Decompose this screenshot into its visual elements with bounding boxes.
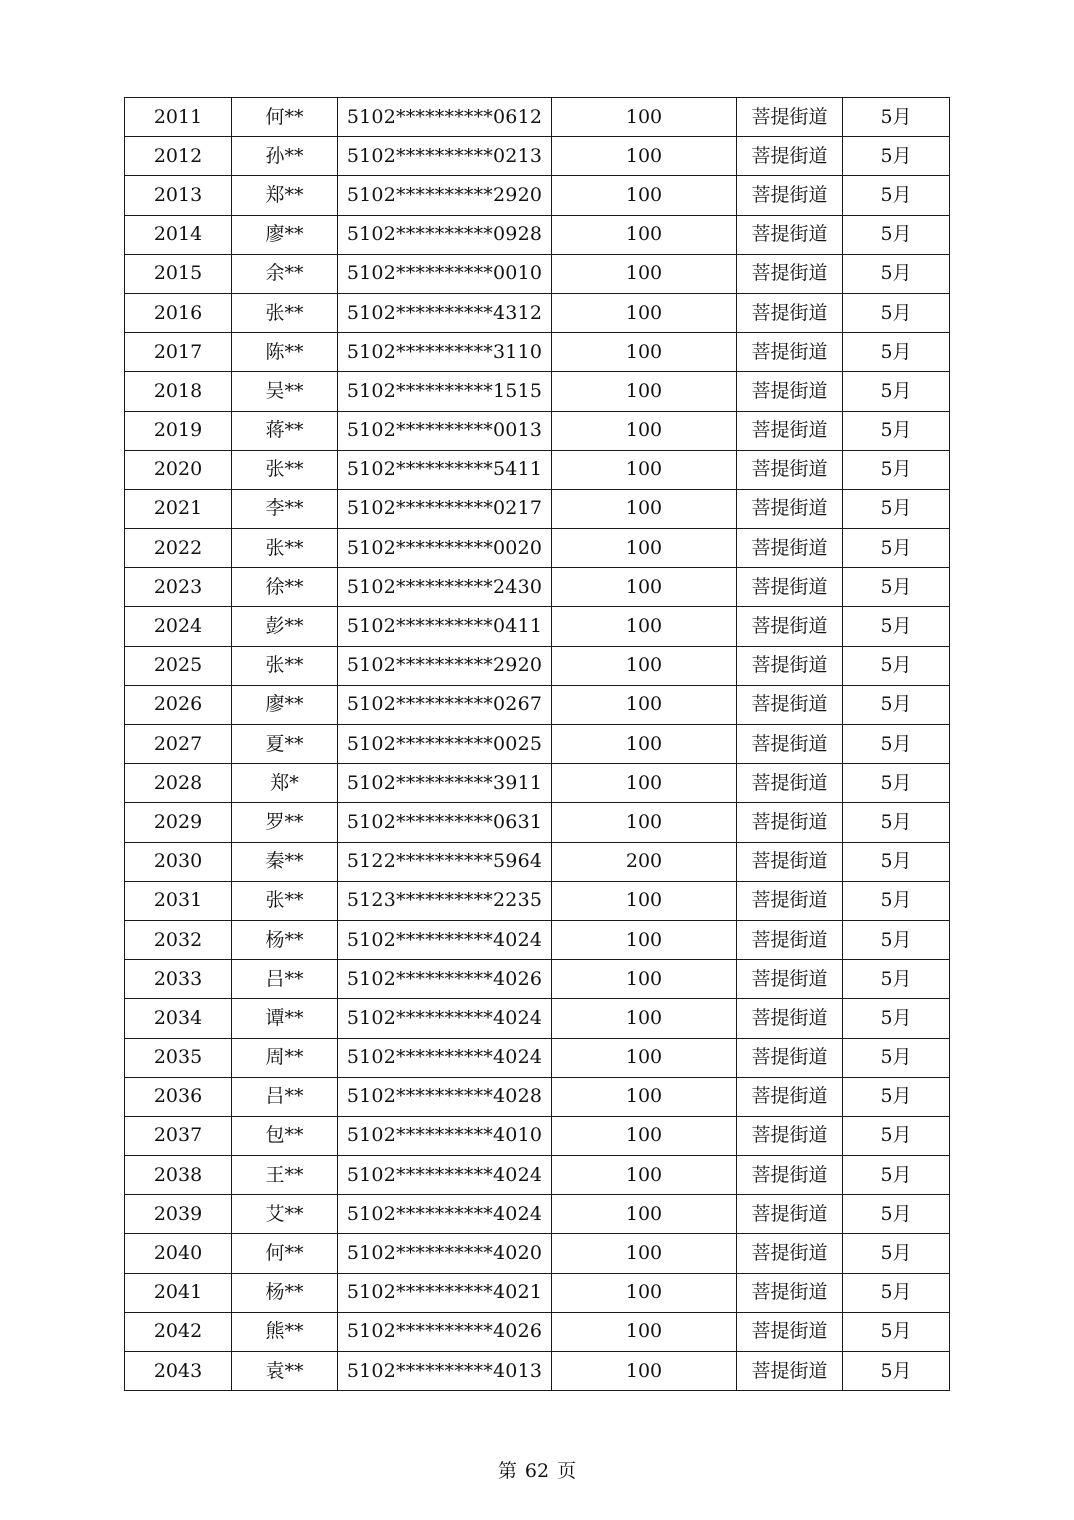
street-cell: 菩提街道 <box>737 1312 843 1351</box>
month-cell: 5月 <box>843 1116 950 1155</box>
name-cell: 徐** <box>232 568 338 607</box>
street-cell: 菩提街道 <box>737 450 843 489</box>
street-cell: 菩提街道 <box>737 646 843 685</box>
name-cell: 何** <box>232 1234 338 1273</box>
table-row <box>125 372 950 411</box>
month-cell: 5月 <box>843 568 950 607</box>
name-cell: 孙** <box>232 137 338 176</box>
street-cell: 菩提街道 <box>737 1352 843 1391</box>
amount-cell: 100 <box>552 372 737 411</box>
street-cell: 菩提街道 <box>737 98 843 137</box>
month-cell: 5月 <box>843 1195 950 1234</box>
id-number-cell: 5102**********0213 <box>338 137 552 176</box>
amount-cell: 100 <box>552 333 737 372</box>
serial-number-cell: 2036 <box>125 1077 232 1116</box>
amount-cell: 100 <box>552 293 737 332</box>
table-row <box>125 607 950 646</box>
id-number-cell: 5102**********4026 <box>338 960 552 999</box>
name-cell: 夏** <box>232 725 338 764</box>
table-row <box>125 411 950 450</box>
amount-cell: 100 <box>552 685 737 724</box>
name-cell: 廖** <box>232 685 338 724</box>
serial-number-cell: 2028 <box>125 764 232 803</box>
id-number-cell: 5102**********0013 <box>338 411 552 450</box>
table-row <box>125 137 950 176</box>
name-cell: 吴** <box>232 372 338 411</box>
table-row <box>125 803 950 842</box>
table-row <box>125 881 950 920</box>
id-number-cell: 5102**********0411 <box>338 607 552 646</box>
amount-cell: 100 <box>552 960 737 999</box>
month-cell: 5月 <box>843 372 950 411</box>
table-row <box>125 489 950 528</box>
name-cell: 周** <box>232 1038 338 1077</box>
table-row <box>125 1077 950 1116</box>
name-cell: 张** <box>232 450 338 489</box>
month-cell: 5月 <box>843 764 950 803</box>
street-cell: 菩提街道 <box>737 842 843 881</box>
month-cell: 5月 <box>843 333 950 372</box>
amount-cell: 200 <box>552 842 737 881</box>
month-cell: 5月 <box>843 607 950 646</box>
id-number-cell: 5102**********5411 <box>338 450 552 489</box>
table-row <box>125 1273 950 1312</box>
id-number-cell: 5102**********2430 <box>338 568 552 607</box>
street-cell: 菩提街道 <box>737 411 843 450</box>
month-cell: 5月 <box>843 881 950 920</box>
table-row <box>125 176 950 215</box>
month-cell: 5月 <box>843 529 950 568</box>
month-cell: 5月 <box>843 960 950 999</box>
amount-cell: 100 <box>552 646 737 685</box>
street-cell: 菩提街道 <box>737 1195 843 1234</box>
id-number-cell: 5102**********0928 <box>338 215 552 254</box>
table-row <box>125 725 950 764</box>
table-row <box>125 529 950 568</box>
serial-number-cell: 2042 <box>125 1312 232 1351</box>
street-cell: 菩提街道 <box>737 1156 843 1195</box>
name-cell: 罗** <box>232 803 338 842</box>
name-cell: 张** <box>232 881 338 920</box>
serial-number-cell: 2021 <box>125 489 232 528</box>
amount-cell: 100 <box>552 137 737 176</box>
page-footer <box>0 1456 1074 1483</box>
name-cell: 郑** <box>232 176 338 215</box>
serial-number-cell: 2037 <box>125 1116 232 1155</box>
serial-number-cell: 2034 <box>125 999 232 1038</box>
street-cell: 菩提街道 <box>737 764 843 803</box>
street-cell: 菩提街道 <box>737 137 843 176</box>
page-number: 62 <box>524 1460 550 1482</box>
id-number-cell: 5102**********4026 <box>338 1312 552 1351</box>
amount-cell: 100 <box>552 450 737 489</box>
id-number-cell: 5102**********4312 <box>338 293 552 332</box>
amount-cell: 100 <box>552 1195 737 1234</box>
table-row <box>125 98 950 137</box>
street-cell: 菩提街道 <box>737 1273 843 1312</box>
serial-number-cell: 2041 <box>125 1273 232 1312</box>
street-cell: 菩提街道 <box>737 960 843 999</box>
id-number-cell: 5102**********1515 <box>338 372 552 411</box>
id-number-cell: 5102**********0010 <box>338 254 552 293</box>
name-cell: 彭** <box>232 607 338 646</box>
serial-number-cell: 2025 <box>125 646 232 685</box>
amount-cell: 100 <box>552 529 737 568</box>
amount-cell: 100 <box>552 489 737 528</box>
id-number-cell: 5102**********4024 <box>338 1156 552 1195</box>
serial-number-cell: 2043 <box>125 1352 232 1391</box>
month-cell: 5月 <box>843 450 950 489</box>
amount-cell: 100 <box>552 920 737 959</box>
serial-number-cell: 2016 <box>125 293 232 332</box>
table-row <box>125 293 950 332</box>
amount-cell: 100 <box>552 1116 737 1155</box>
id-number-cell: 5102**********0020 <box>338 529 552 568</box>
serial-number-cell: 2017 <box>125 333 232 372</box>
roster-table-body <box>125 98 950 1391</box>
amount-cell: 100 <box>552 568 737 607</box>
serial-number-cell: 2032 <box>125 920 232 959</box>
month-cell: 5月 <box>843 1156 950 1195</box>
serial-number-cell: 2024 <box>125 607 232 646</box>
serial-number-cell: 2018 <box>125 372 232 411</box>
street-cell: 菩提街道 <box>737 725 843 764</box>
amount-cell: 100 <box>552 254 737 293</box>
name-cell: 蒋** <box>232 411 338 450</box>
street-cell: 菩提街道 <box>737 607 843 646</box>
id-number-cell: 5123**********2235 <box>338 881 552 920</box>
month-cell: 5月 <box>843 293 950 332</box>
street-cell: 菩提街道 <box>737 215 843 254</box>
month-cell: 5月 <box>843 803 950 842</box>
amount-cell: 100 <box>552 1077 737 1116</box>
month-cell: 5月 <box>843 646 950 685</box>
table-row <box>125 1195 950 1234</box>
name-cell: 杨** <box>232 1273 338 1312</box>
serial-number-cell: 2015 <box>125 254 232 293</box>
id-number-cell: 5102**********0217 <box>338 489 552 528</box>
amount-cell: 100 <box>552 999 737 1038</box>
id-number-cell: 5102**********4024 <box>338 1038 552 1077</box>
street-cell: 菩提街道 <box>737 920 843 959</box>
street-cell: 菩提街道 <box>737 333 843 372</box>
month-cell: 5月 <box>843 176 950 215</box>
amount-cell: 100 <box>552 98 737 137</box>
serial-number-cell: 2027 <box>125 725 232 764</box>
amount-cell: 100 <box>552 1352 737 1391</box>
street-cell: 菩提街道 <box>737 489 843 528</box>
serial-number-cell: 2031 <box>125 881 232 920</box>
table-row <box>125 215 950 254</box>
id-number-cell: 5102**********4024 <box>338 1195 552 1234</box>
serial-number-cell: 2039 <box>125 1195 232 1234</box>
street-cell: 菩提街道 <box>737 372 843 411</box>
name-cell: 张** <box>232 293 338 332</box>
serial-number-cell: 2020 <box>125 450 232 489</box>
street-cell: 菩提街道 <box>737 1077 843 1116</box>
serial-number-cell: 2038 <box>125 1156 232 1195</box>
amount-cell: 100 <box>552 411 737 450</box>
month-cell: 5月 <box>843 254 950 293</box>
month-cell: 5月 <box>843 1234 950 1273</box>
month-cell: 5月 <box>843 725 950 764</box>
id-number-cell: 5102**********4024 <box>338 999 552 1038</box>
id-number-cell: 5102**********4028 <box>338 1077 552 1116</box>
id-number-cell: 5102**********4020 <box>338 1234 552 1273</box>
month-cell: 5月 <box>843 489 950 528</box>
name-cell: 陈** <box>232 333 338 372</box>
table-row <box>125 1352 950 1391</box>
month-cell: 5月 <box>843 842 950 881</box>
id-number-cell: 5122**********5964 <box>338 842 552 881</box>
name-cell: 秦** <box>232 842 338 881</box>
name-cell: 何** <box>232 98 338 137</box>
table-row <box>125 960 950 999</box>
table-row <box>125 920 950 959</box>
name-cell: 熊** <box>232 1312 338 1351</box>
street-cell: 菩提街道 <box>737 529 843 568</box>
month-cell: 5月 <box>843 411 950 450</box>
amount-cell: 100 <box>552 881 737 920</box>
month-cell: 5月 <box>843 137 950 176</box>
name-cell: 包** <box>232 1116 338 1155</box>
amount-cell: 100 <box>552 176 737 215</box>
name-cell: 王** <box>232 1156 338 1195</box>
month-cell: 5月 <box>843 98 950 137</box>
serial-number-cell: 2029 <box>125 803 232 842</box>
table-row <box>125 1312 950 1351</box>
serial-number-cell: 2033 <box>125 960 232 999</box>
name-cell: 艾** <box>232 1195 338 1234</box>
amount-cell: 100 <box>552 725 737 764</box>
id-number-cell: 5102**********0631 <box>338 803 552 842</box>
name-cell: 廖** <box>232 215 338 254</box>
footer-prefix: 第 <box>497 1460 517 1482</box>
id-number-cell: 5102**********4013 <box>338 1352 552 1391</box>
street-cell: 菩提街道 <box>737 293 843 332</box>
month-cell: 5月 <box>843 1038 950 1077</box>
street-cell: 菩提街道 <box>737 999 843 1038</box>
id-number-cell: 5102**********3911 <box>338 764 552 803</box>
table-row <box>125 764 950 803</box>
serial-number-cell: 2019 <box>125 411 232 450</box>
amount-cell: 100 <box>552 215 737 254</box>
amount-cell: 100 <box>552 1038 737 1077</box>
id-number-cell: 5102**********4010 <box>338 1116 552 1155</box>
amount-cell: 100 <box>552 607 737 646</box>
table-row <box>125 999 950 1038</box>
name-cell: 李** <box>232 489 338 528</box>
street-cell: 菩提街道 <box>737 1234 843 1273</box>
id-number-cell: 5102**********3110 <box>338 333 552 372</box>
id-number-cell: 5102**********0612 <box>338 98 552 137</box>
serial-number-cell: 2011 <box>125 98 232 137</box>
table-row <box>125 254 950 293</box>
month-cell: 5月 <box>843 215 950 254</box>
name-cell: 谭** <box>232 999 338 1038</box>
table-row <box>125 333 950 372</box>
street-cell: 菩提街道 <box>737 1038 843 1077</box>
table-row <box>125 1234 950 1273</box>
street-cell: 菩提街道 <box>737 685 843 724</box>
subsidy-roster-table <box>124 97 950 1391</box>
street-cell: 菩提街道 <box>737 803 843 842</box>
month-cell: 5月 <box>843 685 950 724</box>
street-cell: 菩提街道 <box>737 881 843 920</box>
table-row <box>125 685 950 724</box>
name-cell: 吕** <box>232 960 338 999</box>
month-cell: 5月 <box>843 1312 950 1351</box>
id-number-cell: 5102**********4021 <box>338 1273 552 1312</box>
table-row <box>125 1156 950 1195</box>
month-cell: 5月 <box>843 1077 950 1116</box>
table-row <box>125 1038 950 1077</box>
name-cell: 余** <box>232 254 338 293</box>
table-row <box>125 646 950 685</box>
serial-number-cell: 2030 <box>125 842 232 881</box>
table-row <box>125 1116 950 1155</box>
id-number-cell: 5102**********0267 <box>338 685 552 724</box>
month-cell: 5月 <box>843 1352 950 1391</box>
amount-cell: 100 <box>552 1234 737 1273</box>
street-cell: 菩提街道 <box>737 176 843 215</box>
id-number-cell: 5102**********2920 <box>338 176 552 215</box>
serial-number-cell: 2040 <box>125 1234 232 1273</box>
table-row <box>125 568 950 607</box>
street-cell: 菩提街道 <box>737 568 843 607</box>
serial-number-cell: 2012 <box>125 137 232 176</box>
id-number-cell: 5102**********0025 <box>338 725 552 764</box>
serial-number-cell: 2026 <box>125 685 232 724</box>
name-cell: 吕** <box>232 1077 338 1116</box>
serial-number-cell: 2022 <box>125 529 232 568</box>
amount-cell: 100 <box>552 1273 737 1312</box>
name-cell: 张** <box>232 646 338 685</box>
amount-cell: 100 <box>552 1156 737 1195</box>
serial-number-cell: 2014 <box>125 215 232 254</box>
serial-number-cell: 2035 <box>125 1038 232 1077</box>
name-cell: 郑* <box>232 764 338 803</box>
amount-cell: 100 <box>552 1312 737 1351</box>
id-number-cell: 5102**********4024 <box>338 920 552 959</box>
street-cell: 菩提街道 <box>737 1116 843 1155</box>
table-row <box>125 842 950 881</box>
month-cell: 5月 <box>843 999 950 1038</box>
table-row <box>125 450 950 489</box>
month-cell: 5月 <box>843 920 950 959</box>
name-cell: 袁** <box>232 1352 338 1391</box>
street-cell: 菩提街道 <box>737 254 843 293</box>
footer-suffix: 页 <box>557 1460 577 1482</box>
amount-cell: 100 <box>552 764 737 803</box>
serial-number-cell: 2013 <box>125 176 232 215</box>
id-number-cell: 5102**********2920 <box>338 646 552 685</box>
month-cell: 5月 <box>843 1273 950 1312</box>
amount-cell: 100 <box>552 803 737 842</box>
name-cell: 张** <box>232 529 338 568</box>
name-cell: 杨** <box>232 920 338 959</box>
serial-number-cell: 2023 <box>125 568 232 607</box>
